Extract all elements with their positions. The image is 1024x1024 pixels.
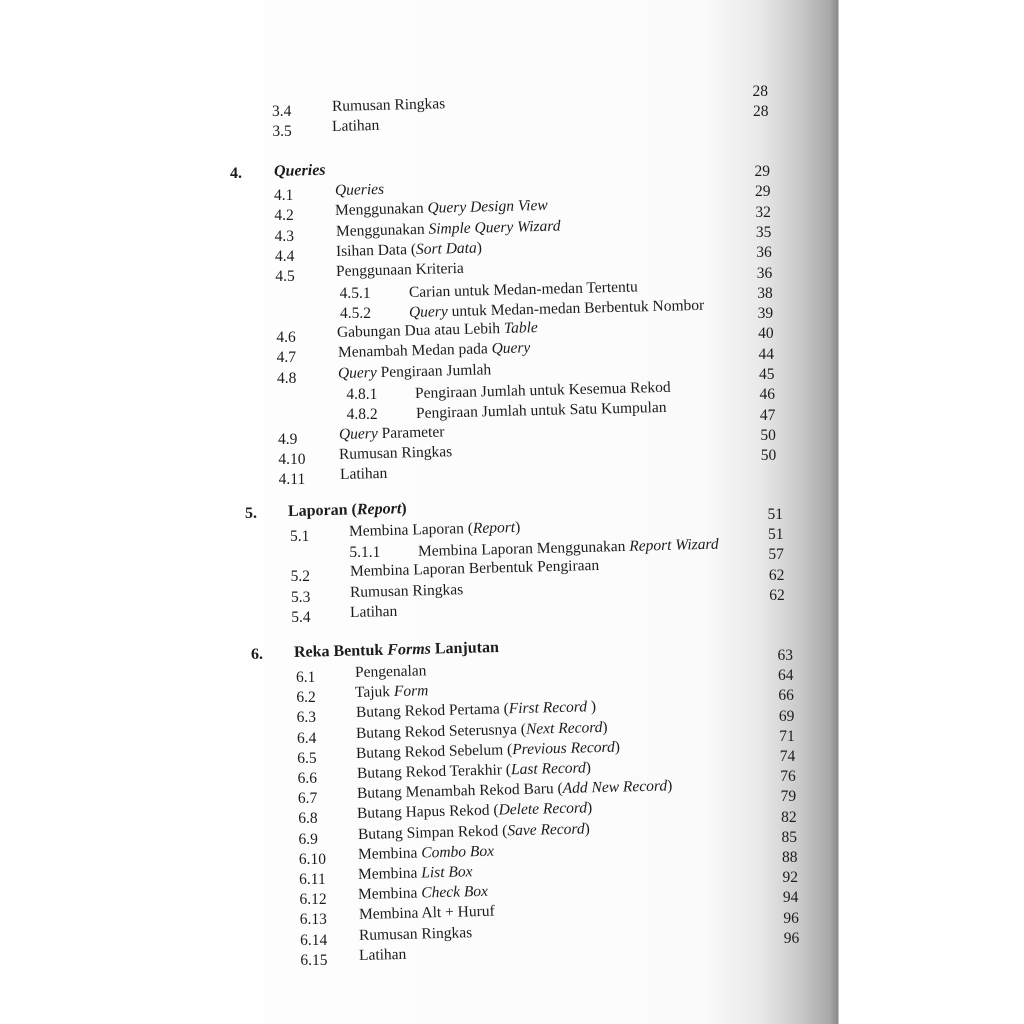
text-run: ) [587,799,593,817]
text-run: Membina [357,864,422,883]
italic-term: Query [408,302,448,321]
entry-title [337,319,538,342]
text-run: ) [476,239,483,257]
section-number: 4.8.1 [346,386,378,403]
text-run: Tajuk [355,683,395,702]
page-number: 36 [756,264,773,282]
page-number: 82 [781,808,797,826]
section-number: 5.1.1 [349,544,381,562]
text-run: Latihan [332,117,380,136]
text-run: Latihan [350,602,398,621]
section-number: 6.14 [300,931,328,949]
italic-term: Query [337,363,377,382]
page-number: 96 [783,909,799,927]
entry-title [339,443,453,464]
italic-term: Add New Record [562,777,668,798]
italic-term: Simple Query Wizard [427,217,561,238]
section-number: 3.5 [272,123,292,141]
page-number: 45 [759,366,775,383]
section-number: 5.3 [290,588,311,606]
text-run: ) [583,819,590,838]
text-run: Pengiraan Jumlah untuk Satu Kumpulan [415,399,667,423]
chapter-title [288,500,407,521]
text-run: Butang Rekod Terakhir ( [356,761,511,782]
italic-term: Report [472,518,516,537]
page-number: 29 [754,183,771,201]
entry-title [337,340,530,363]
entry-title [359,946,407,965]
page-number: 74 [779,748,796,765]
text-run: Membina Laporan Berbentuk Pengiraan [349,557,599,581]
page-number: 51 [767,506,783,523]
section-number: 6.5 [297,749,317,767]
section-number: 6.13 [299,911,327,929]
entry-title [358,863,473,884]
page-number: 29 [754,163,770,180]
italic-term: Query [338,424,378,443]
page-number: 28 [752,103,769,121]
page-number: 32 [755,203,771,221]
text-run: ) [585,759,591,777]
section-number: 5.2 [290,568,310,586]
page-number: 28 [752,83,768,100]
section-number: 4.7 [276,349,297,367]
italic-term: First Record [508,698,587,718]
text-run: Butang Rekod Seterusnya ( [355,720,527,742]
text-run: Reka Bentuk [293,641,388,661]
text-run: Pengiraan Jumlah untuk Kesemua Rekod [415,378,672,402]
entry-title [335,197,548,220]
section-number: 6.8 [298,810,318,828]
italic-term: Next Record [525,718,603,738]
entry-title [336,260,464,281]
section-number: 4.2 [274,207,294,225]
text-run: ) [401,500,407,518]
italic-term: Delete Record [498,799,588,819]
italic-term: Last Record [510,759,586,779]
italic-term: Report Wizard [629,535,720,556]
page-number: 62 [769,586,785,604]
section-number: 6.15 [300,951,328,969]
page-number: 46 [759,386,775,404]
section-number: 4.6 [276,329,296,347]
page-number: 39 [757,305,774,323]
page-number: 35 [755,223,772,241]
section-number: 5.1 [290,528,310,545]
entry-title [355,699,595,723]
text-run: Rumusan Ringkas [349,580,464,601]
section-number: 6.11 [299,871,326,888]
entry-title [336,239,482,261]
italic-term: List Box [421,863,473,882]
page-number: 47 [759,406,776,424]
text-run: Butang Rekod Pertama ( [355,700,509,722]
text-run: Rumusan Ringkas [339,443,453,463]
entry-title [332,95,446,116]
section-number: 4.10 [278,450,306,468]
section-number: 4.3 [274,227,295,245]
italic-term: Sort Data [415,239,477,258]
text-run: Butang Simpan Rekod ( [357,821,508,843]
page-number: 50 [760,426,776,444]
text-run: Butang Rekod Sebelum ( [356,740,513,762]
section-number: 6.6 [297,770,317,787]
italic-term: Queries [273,161,326,180]
entry-title [358,842,494,863]
page-number: 88 [782,849,798,866]
entry-title [415,399,666,423]
page-number: 40 [758,325,774,343]
section-number: 4.8.2 [346,406,378,424]
page-number: 79 [780,788,797,806]
text-run: Membina Alt + Huruf [358,903,495,924]
text-run: Pengenalan [354,662,427,681]
section-number: 6.1 [296,669,316,686]
page-number: 69 [778,707,795,725]
text-run: Membina Laporan ( [348,519,474,540]
entry-title [349,557,599,581]
text-run: Carian untuk Medan-medan Tertentu [408,277,638,301]
text-run: Menggunakan [335,220,429,240]
chapter-number: 5. [245,505,257,522]
entry-title [349,519,521,541]
italic-term: Queries [334,180,385,199]
text-run: Butang Menambah Rekod Baru ( [356,780,563,803]
entry-title [338,361,492,383]
italic-term: Query [491,339,531,358]
italic-term: Report [356,500,402,519]
section-number: 3.4 [272,103,292,120]
entry-title [332,117,380,136]
section-number: 4.4 [274,247,295,265]
text-run: ) [602,718,608,736]
entry-title [350,581,464,602]
page-number: 92 [782,869,798,887]
text-run: Laporan ( [287,501,358,520]
text-run: Penggunaan Kriteria [336,260,465,281]
text-run: Gabungan Dua atau Lebih [337,320,505,342]
text-run: Parameter [377,423,445,442]
page-number: 64 [777,667,794,685]
entry-title [359,924,473,945]
section-number: 6.10 [298,850,326,868]
section-number: 6.12 [299,891,327,909]
text-run: Menambah Medan pada [337,340,492,362]
page-number: 62 [768,566,785,584]
page-number: 76 [780,768,796,786]
entry-title [357,820,589,844]
chapter-title [294,639,499,662]
section-number: 4.8 [276,369,297,387]
entry-title [339,465,387,484]
entry-title [335,217,560,240]
section-number: 6.2 [296,689,316,707]
entry-title [339,423,445,444]
page-number: 94 [782,889,799,907]
text-run: Latihan [339,465,388,484]
page-number: 96 [783,929,800,947]
section-number: 6.7 [297,790,318,808]
entry-title [408,278,637,302]
page-number: 63 [777,647,793,664]
italic-term: Combo Box [420,842,495,862]
page-number: 50 [760,447,777,465]
section-number: 6.4 [296,729,317,747]
entry-title [357,800,593,824]
text-run: Lanjutan [430,638,500,658]
text-run: ) [514,518,521,536]
text-run: ) [614,738,621,756]
italic-term: Forms [387,640,432,659]
italic-term: Check Box [421,883,489,902]
italic-term: Form [394,682,429,701]
section-number: 4.11 [278,471,306,489]
section-number: 6.3 [296,709,316,727]
section-number: 4.5.2 [339,304,371,322]
chapter-number: 4. [230,165,242,182]
text-run: Rumusan Ringkas [358,923,473,944]
entry-title [335,181,385,200]
text-run: Membina Laporan Menggunakan [418,538,630,561]
section-number: 4.5.1 [339,284,371,302]
italic-term: Query Design View [427,197,549,218]
text-run: Membina [357,844,422,863]
text-run: Menggunakan [335,200,429,220]
page-number: 38 [757,284,773,302]
text-run: untuk Medan-medan Berbentuk Nombor [447,296,705,320]
section-number: 6.9 [298,830,318,848]
italic-term: Table [504,319,539,338]
entry-title [358,883,488,904]
page-number: 44 [758,345,775,363]
page-number: 51 [767,526,784,544]
text-run: Membina [358,884,422,904]
text-run: Butang Hapus Rekod ( [356,801,499,823]
page-number: 66 [778,687,794,705]
text-run: ) [586,698,596,716]
entry-title [350,603,398,622]
chapter-title [274,162,326,181]
section-number: 4.9 [277,430,298,448]
section-number: 5.4 [291,608,311,626]
italic-term: Previous Record [512,738,616,758]
text-run: ) [666,777,673,795]
page-number: 85 [781,828,798,846]
entry-title [355,682,429,702]
section-number: 4.1 [274,187,294,204]
text-run: Pengiraan Jumlah [376,360,492,381]
chapter-number: 6. [251,646,263,663]
text-run: Isihan Data ( [335,240,417,260]
italic-term: Save Record [506,820,585,839]
page-number: 36 [756,244,772,262]
entry-title [359,903,495,924]
section-number: 4.5 [275,268,295,286]
page-number: 71 [779,727,795,745]
entry-title [355,662,427,682]
page-number: 57 [768,546,784,564]
text-run: Latihan [359,945,407,964]
text-run: Rumusan Ringkas [331,95,446,115]
